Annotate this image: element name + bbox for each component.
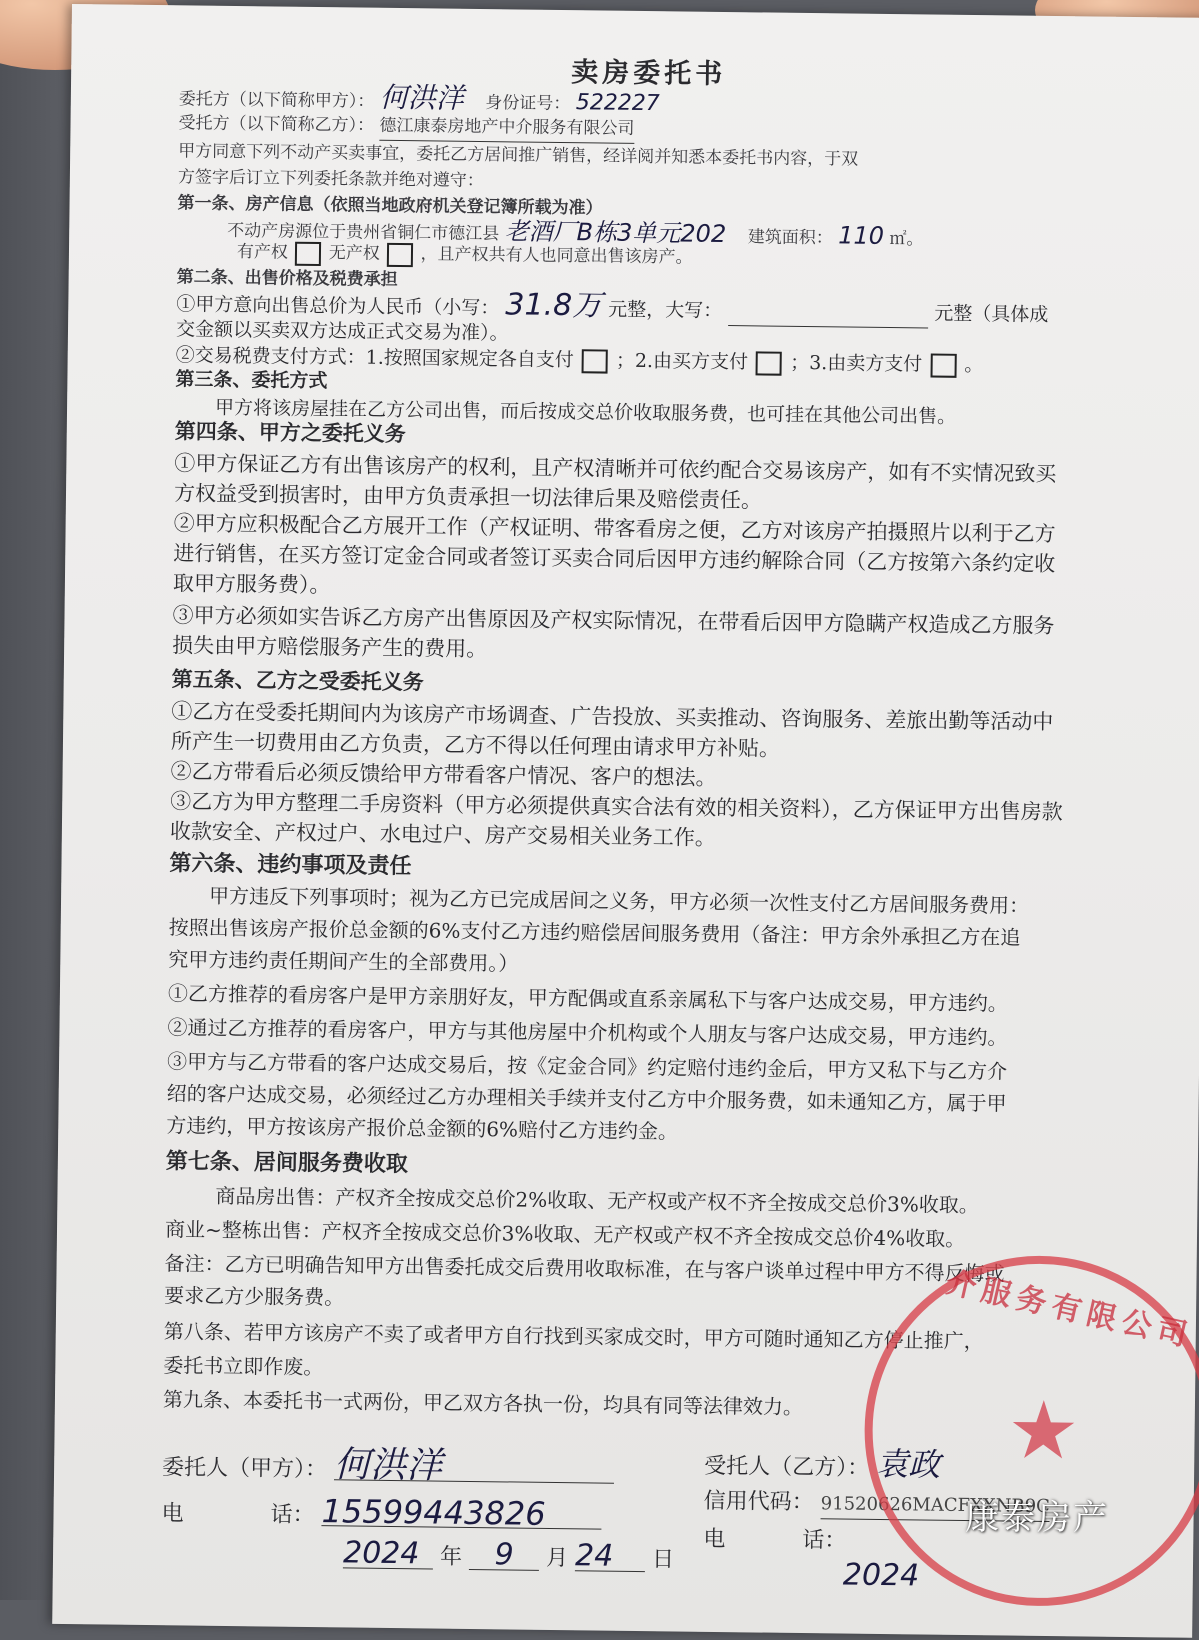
no-cert-checkbox[interactable] xyxy=(387,242,413,266)
sign-month: 9 xyxy=(469,1541,539,1571)
article-6-line: 绍的客户达成交易，必须经过乙方办理相关手续并支付乙方中介服务费，如未通知乙方，属于甲 xyxy=(166,1081,1007,1116)
sign-year: 2024 xyxy=(343,1539,433,1569)
watermark: 康泰房产 xyxy=(965,1498,1109,1538)
contract-paper xyxy=(52,4,1199,1638)
article-4-line: ②甲方应积极配合乙方展开工作（产权证明、带客看房之便，乙方对该房产拍摄照片以利于乙方 xyxy=(173,511,1056,547)
article-9-line: 第九条、本委托书一式两份，甲乙双方各执一份，均具有同等法律效力。 xyxy=(162,1387,804,1420)
article-8-line: 委托书立即作废。 xyxy=(163,1353,324,1380)
article-4-line: ③甲方必须如实告诉乙方房产出售原因及产权实际情况，在带看后因甲方隐瞒产权造成乙方服务 xyxy=(172,603,1055,639)
ownership-line: 有产权 无产权 ，且产权共有人也同意出售该房产。 xyxy=(236,242,693,268)
party-a-signature: 何洪洋 xyxy=(379,80,465,115)
article-7-heading: 第七条、居间服务费收取 xyxy=(165,1148,409,1178)
property-area: 110 xyxy=(838,221,885,250)
article-6-line: 究甲方违约责任期间产生的全部费用。） xyxy=(168,947,519,976)
article-4-line: 方权益受到损害时，由甲方负责承担一切法律后果及赔偿责任。 xyxy=(173,481,763,513)
article-6-line: ①乙方推荐的看房客户是甲方亲朋好友，甲方配偶或直系亲属私下与客户达成交易，甲方违约。 xyxy=(167,981,1009,1016)
party-b-name: 德江康泰房地产中介服务有限公司 xyxy=(379,112,634,144)
party-b-line: 受托方（以下简称乙方）： 德江康泰房地产中介服务有限公司 xyxy=(178,109,1188,150)
article-5-line: 收款安全、产权过户、水电过户、房产交易相关业务工作。 xyxy=(169,819,717,850)
id-number: 522227 xyxy=(575,90,660,117)
article-6-line: ②通过乙方推荐的看房客户，甲方与其他房屋中介机构或个人朋友与客户达成交易，甲方违约。 xyxy=(167,1015,1008,1050)
agent-signature: 袁政 xyxy=(876,1444,941,1484)
property-location: 不动产房源位于贵州省铜仁市德江县 老酒厂B栋3单元202 建筑面积： 110 ㎡。 xyxy=(227,217,924,250)
article-4-line: 损失由甲方赔偿服务产生的费用。 xyxy=(172,633,488,662)
article-7-line: 商业~整栋出售：产权齐全按成交总价3%收取、无产权或产权不齐全按成交总价4%收取。 xyxy=(164,1217,966,1252)
intro-line-2: 方签字后订立下列委托条款并绝对遵守： xyxy=(177,167,484,192)
article-6-heading: 第六条、违约事项及责任 xyxy=(169,850,412,880)
article-5-line: ③乙方为甲方整理二手房资料（甲方必须提供真实合法有效的相关资料），乙方保证甲方出售房款 xyxy=(170,789,1063,825)
article-2-heading: 第二条、出售价格及税费承担 xyxy=(176,267,398,290)
article-7-line: 要求乙方少服务费。 xyxy=(164,1283,345,1310)
client-signature-line: 委托人（甲方）： 何洪洋 xyxy=(162,1449,1172,1494)
tax-line: ②交易税费支付方式：1.按照国家规定各自支付 ；2.由买方支付 ；3.由卖方支付 。 xyxy=(175,344,984,377)
article-6-line: 按照出售该房产报价总金额的6%支付乙方违约赔偿居间服务费用（备注：甲方余外承担乙方在追 xyxy=(168,915,1021,950)
agent-phone-line: 电 话： xyxy=(703,1526,847,1554)
property-address: 老酒厂B栋3单元202 xyxy=(504,217,727,249)
party-a-line: 委托方（以下简称甲方）： 何洪洋 身份证号： 522227 xyxy=(178,80,660,117)
article-6-line: ③甲方与乙方带看的客户达成交易后，按《定金合同》约定赔付违约金后，甲方又私下与乙方介 xyxy=(166,1049,1008,1084)
intro-line-1: 甲方同意下列不动产买卖事宜，委托乙方居间推广销售，经详阅并知悉本委托书内容，于双 xyxy=(178,141,859,170)
article-7-line: 商品房出售：产权齐全按成交总价2%收取、无产权或产权不齐全按成交总价3%收取。 xyxy=(215,1183,980,1218)
article-5-line: ①乙方在受委托期间内为该房产市场调查、广告投放、买卖推动、咨询服务、差旅出勤等活动中 xyxy=(171,699,1054,735)
article-4-heading: 第四条、甲方之委托义务 xyxy=(174,418,406,447)
sign-date-line: 2024 年 9 月 24 日 xyxy=(342,1535,675,1574)
agent-line: 受托人（乙方）： 袁政 xyxy=(704,1444,941,1484)
article-7-line: 备注：乙方已明确告知甲方出售委托成交后费用收取标准，在与客户谈单过程中甲方不得反悔或 xyxy=(164,1251,1005,1286)
price-line: ①甲方意向出售总价为人民币（小写： 31.8万 元整，大写： 元整（具体成 xyxy=(176,287,1186,331)
seal-star-icon: ★ xyxy=(1007,1383,1080,1478)
credit-code-line: 信用代码： 91520626MACFXXNB9C xyxy=(704,1488,1184,1524)
credit-code: 91520626MACFXXNB9C xyxy=(821,1490,1050,1522)
article-3-heading: 第三条、委托方式 xyxy=(175,368,328,393)
article-6-line: 方违约，甲方按该房产报价总金额的6%赔付乙方违约金。 xyxy=(166,1113,679,1144)
client-phone-line: 电 话： 15599443826 xyxy=(161,1495,1171,1540)
seal-text: 介服务有限公司 xyxy=(942,1264,1197,1355)
article-4-line: 取甲方服务费）。 xyxy=(172,571,331,598)
article-8-line: 第八条、若甲方该房产不卖了或者甲方自行找到买家成交时，甲方可随时通知乙方停止推广， xyxy=(163,1319,984,1354)
client-phone: 15599443826 xyxy=(321,1497,601,1529)
page-title: 卖房委托书 xyxy=(571,57,727,90)
agent-date: 2024 xyxy=(842,1557,920,1594)
article-3-text: 甲方将该房屋挂在乙方公司出售，而后按成交总价收取服务费，也可挂在其他公司出售。 xyxy=(214,396,957,428)
price-line-2: 交金额以买卖双方达成正式交易为准）。 xyxy=(175,318,509,345)
article-4-line: ①甲方保证乙方有出售该房产的权利，且产权清晰并可依约配合交易该房产，如有不实情况致买 xyxy=(174,451,1057,487)
sign-day: 24 xyxy=(575,1542,645,1572)
article-1-heading: 第一条、房产信息（依照当地政府机关登记簿所载为准） xyxy=(177,193,603,219)
client-signature: 何洪洋 xyxy=(334,1451,614,1483)
has-cert-checkbox[interactable] xyxy=(295,241,321,265)
article-5-line: ②乙方带看后必须反馈给甲方带看客户情况、客户的想法。 xyxy=(170,759,717,790)
article-5-line: 所产生一切费用由乙方负责，乙方不得以任何理由请求甲方补贴。 xyxy=(170,729,781,761)
article-6-line: 甲方违反下列事项时；视为乙方已完成居间之义务，甲方必须一次性支付乙方居间服务费用： xyxy=(208,883,1030,918)
article-5-heading: 第五条、乙方之受委托义务 xyxy=(171,666,424,695)
price-value: 31.8万 xyxy=(505,287,603,324)
article-4-line: 进行销售，在买方签订定金合同或者签订买卖合同后因甲方违约解除合同（乙方按第六条约定收 xyxy=(173,541,1056,577)
